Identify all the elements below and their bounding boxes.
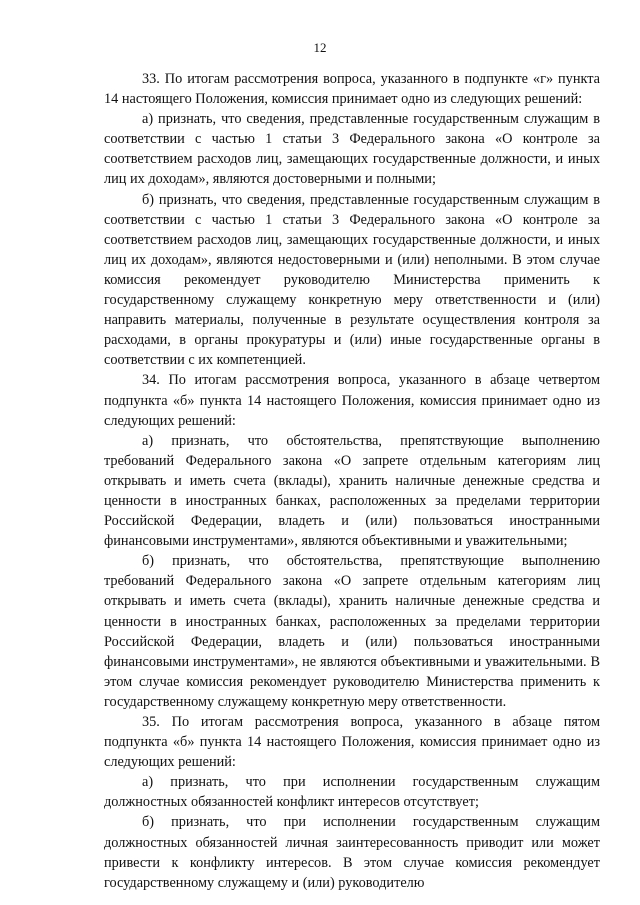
paragraph-34-a: а) признать, что обстоятельства, препятствующие выполнению требований Федерального закона «О запрете отдельным категориям лиц открывать и иметь счета (вклады), хранить наличные денежные средства и ценности в иностранных банках, расположенных за пределами территории Российской Федерации, владеть и (или) пользоваться иностранными финансовыми инструментами», являются объективными и уважительными; bbox=[104, 432, 600, 550]
paragraph-34-b: б) признать, что обстоятельства, препятствующие выполнению требований Федерального закона «О запрете отдельным категориям лиц открывать и иметь счета (вклады), хранить наличные денежные средства и ценности в иностранных банках, расположенных за пределами территории Российской Федерации, владеть и (или) пользоваться иностранными финансовыми инструментами», не являются объективными и уважительными. В этом случае комиссия рекомендует руководителю Министерства применить к государственному служащему конкретную меру ответственности. bbox=[104, 553, 600, 710]
paragraph-35: 35. По итогам рассмотрения вопроса, указанного в абзаце пятом подпункта «б» пункта 14 настоящего Положения, комиссия принимает одно из следующих решений: bbox=[104, 714, 600, 771]
paragraph-35-a: а) признать, что при исполнении государственным служащим должностных обязанностей конфликт интересов отсутствует; bbox=[104, 774, 600, 811]
document-body bbox=[104, 69, 600, 893]
paragraph-33-a: а) признать, что сведения, представленные государственным служащим в соответствии с частью 1 статьи 3 Федерального закона «О контроле за соответствием расходов лиц, замещающих государственные должности, и иных лиц их доходам», являются достоверными и полными; bbox=[104, 111, 600, 188]
paragraph-33-b: б) признать, что сведения, представленные государственным служащим в соответствии с частью 1 статьи 3 Федерального закона «О контроле за соответствием расходов лиц, замещающих государственные должности, и иных лиц их доходам», являются недостоверными и (или) неполными. В этом случае комиссия рекомендует руководителю Министерства применить к государственному служащему конкретную меру ответственности и (или) направить материалы, полученные в результате осуществления контроля за расходами, в органы прокуратуры и (или) иные государственные органы в соответствии с их компетенцией. bbox=[104, 191, 600, 369]
paragraph-35-b: б) признать, что при исполнении государственным служащим должностных обязанностей личная заинтересованность приводит или может привести к конфликту интересов. В этом случае комиссия рекомендует государственному служащему и (или) руководителю bbox=[104, 814, 600, 891]
paragraph-33: 33. По итогам рассмотрения вопроса, указанного в подпункте «г» пункта 14 настоящего Положения, комиссия принимает одно из следующих решений: bbox=[104, 71, 600, 108]
page-number: 12 bbox=[313, 40, 327, 55]
paragraph-34: 34. По итогам рассмотрения вопроса, указанного в абзаце четвертом подпункта «б» пункта 14 настоящего Положения, комиссия принимает одно из следующих решений: bbox=[104, 372, 600, 429]
